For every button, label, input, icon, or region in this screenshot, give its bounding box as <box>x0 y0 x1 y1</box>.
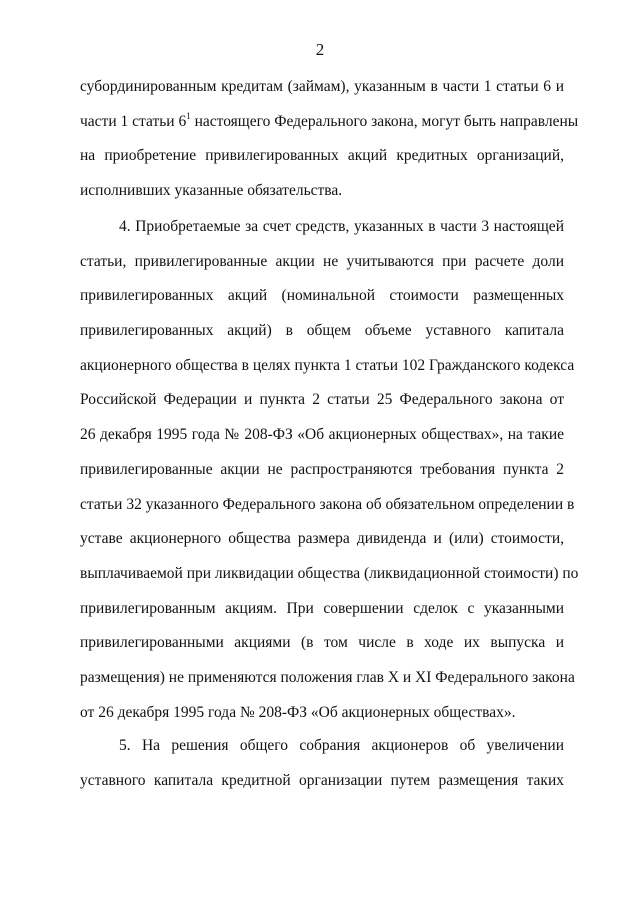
text-fragment: настоящего Федерального закона, могут быть направлены <box>194 112 579 130</box>
paragraph-5 <box>80 729 564 798</box>
text-line: уставе акционерного общества размера дивиденда и (или) стоимости, <box>80 530 564 548</box>
text-line: 26 декабря 1995 года № 208-ФЗ «Об акционерных обществах», на такие <box>80 426 564 444</box>
text-line: от 26 декабря 1995 года № 208-ФЗ «Об акционерных обществах». <box>80 703 516 721</box>
superscript-index: 1 <box>186 110 191 121</box>
text-line: статьи, привилегированные акции не учитываются при расчете доли <box>80 252 564 270</box>
page-number: 2 <box>315 40 325 59</box>
text-line: субординированным кредитам (займам), указанным в части 1 статьи 6 и <box>80 78 564 95</box>
text-line: привилегированными акциями (в том числе в ходе их выпуска и <box>80 634 564 652</box>
text-line: 5. На решения общего собрания акционеров об увеличении <box>119 737 564 754</box>
paragraph-continuation <box>80 70 579 209</box>
text-line: статьи 32 указанного Федерального закона об обязательном определении в <box>80 495 575 513</box>
text-line: на приобретение привилегированных акций кредитных организаций, <box>80 147 564 165</box>
text-line: 4. Приобретаемые за счет средств, указанных в части 3 настоящей <box>119 218 564 235</box>
text-line: привилегированным акциям. При совершении сделок с указанными <box>80 599 564 617</box>
text-line: привилегированные акции не распространяются требования пункта 2 <box>80 460 564 478</box>
text-line: исполнивших указанные обязательства. <box>80 182 343 200</box>
text-line: уставного капитала кредитной организации путем размещения таких <box>80 771 564 789</box>
text-line: привилегированных акций (номинальной стоимости размещенных <box>80 287 564 305</box>
text-line: привилегированных акций) в общем объеме уставного капитала <box>80 322 564 340</box>
text-line: Российской Федерации и пункта 2 статьи 25 Федерального закона от <box>80 391 564 409</box>
text-line: акционерного общества в целях пункта 1 статьи 102 Гражданского кодекса <box>80 356 575 374</box>
text-line: выплачиваемой при ликвидации общества (ликвидационной стоимости) по <box>80 564 579 582</box>
paragraph-4 <box>80 210 579 730</box>
text-line: размещения) не применяются положения глав X и XI Федерального закона <box>80 668 575 686</box>
text-line <box>80 105 579 140</box>
text-fragment: части 1 статьи 6 <box>80 112 187 130</box>
